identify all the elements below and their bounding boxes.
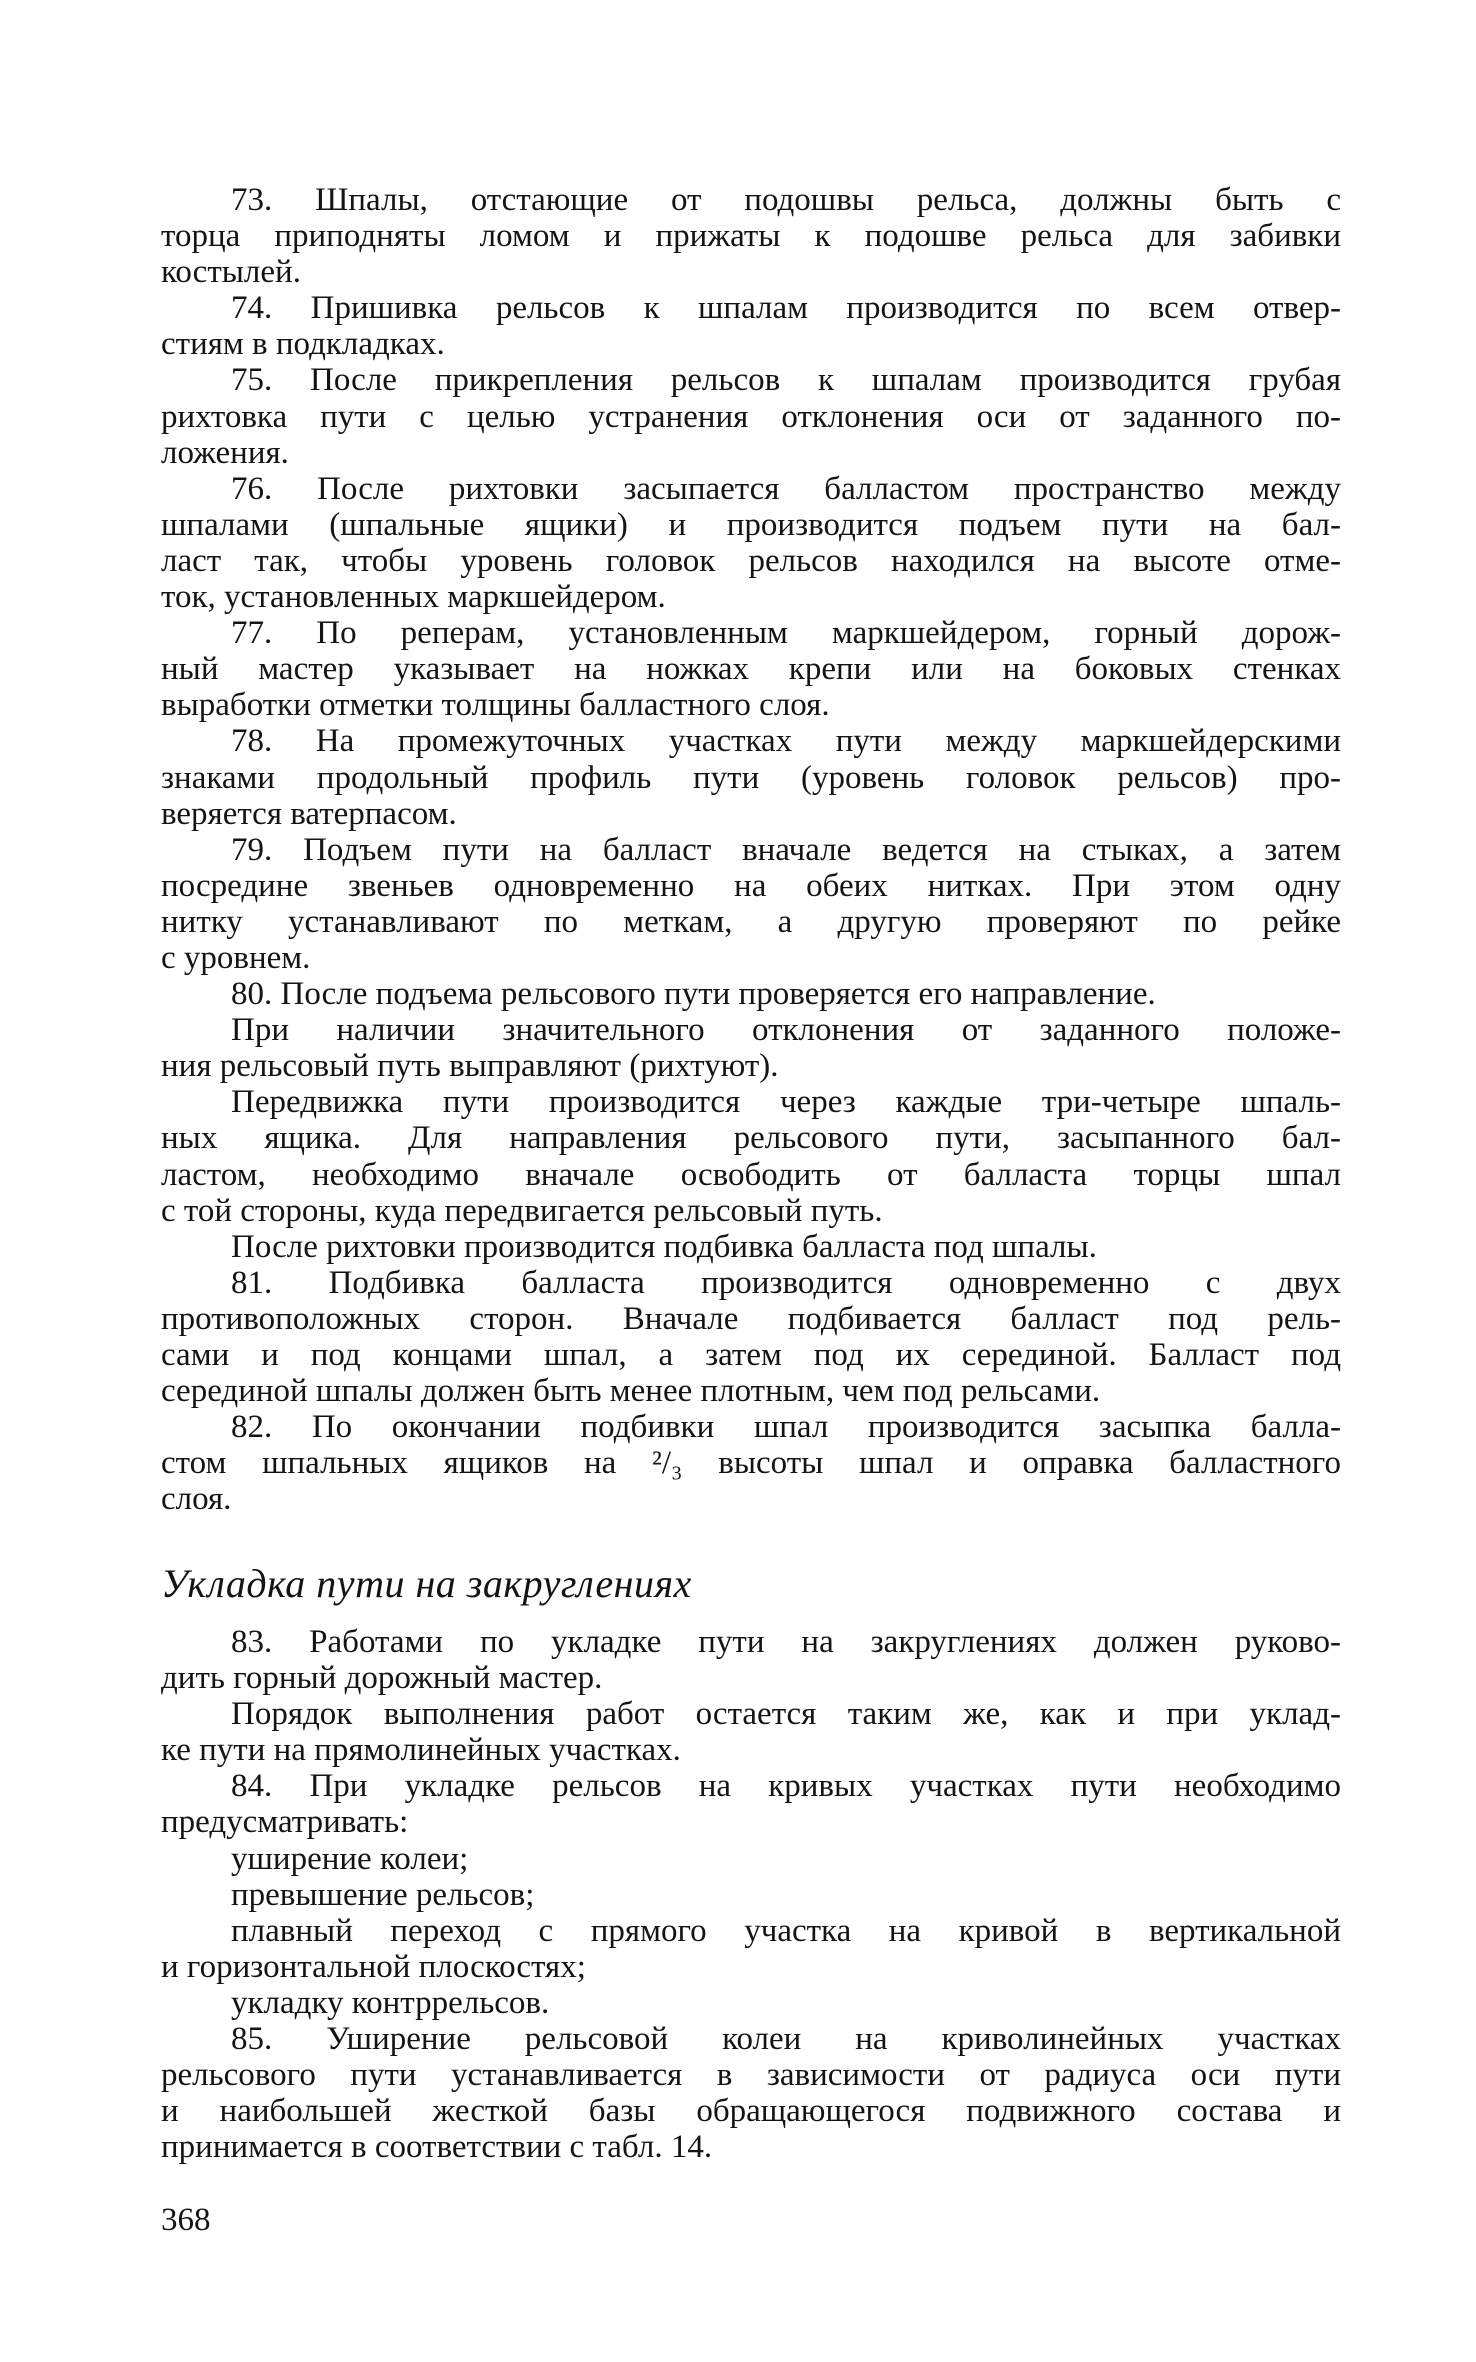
text-line: 82. По окончании подбивки шпал производится засыпка балла- (231, 1409, 1341, 1446)
text-line: превышение рельсов; (231, 1876, 535, 1913)
text-line: противоположных сторон. Вначале подбивается балласт под рель- (161, 1300, 1341, 1337)
section-heading: Укладка пути на закруглениях (161, 1561, 692, 1606)
text-line: Порядок выполнения работ остается таким же, как и при уклад- (231, 1696, 1341, 1733)
paragraph (161, 471, 1341, 615)
text-line: принимается в соответствии с табл. 14. (161, 2129, 713, 2166)
text-line: 81. Подбивка балласта производится одновременно с двух (231, 1264, 1341, 1301)
text-line: ток, установленных маркшейдером. (161, 579, 666, 616)
text-block-paragraphs-83-85 (161, 1624, 1341, 2165)
text-line: выработки отметки толщины балластного слоя. (161, 687, 830, 724)
paragraph (161, 2021, 1341, 2165)
text-line: 78. На промежуточных участках пути между маркшейдерскими (231, 723, 1341, 760)
text-line: слоя. (161, 1481, 232, 1518)
text-block-paragraphs-73-82 (161, 182, 1341, 1517)
text-line: посредине звеньев одновременно на обеих нитках. При этом одну (161, 867, 1341, 904)
text-line: плавный переход с прямого участка на кривой в вертикальной (231, 1912, 1341, 1949)
text-line: сами и под концами шпал, а затем под их серединой. Балласт под (161, 1337, 1341, 1373)
text-line: ния рельсовый путь выправляют (рихтуют). (161, 1048, 779, 1085)
text-line: Передвижка пути производится через каждые три-четыре шпаль- (231, 1084, 1341, 1121)
page-number: 368 (161, 2202, 211, 2238)
paragraph (161, 1265, 1341, 1409)
text-line: 80. После подъема рельсового пути проверяется его направление. (231, 976, 1156, 1013)
paragraph (161, 832, 1341, 976)
paragraph (161, 976, 1341, 1012)
text-line: 77. По реперам, установленным маркшейдером, горный дорож- (231, 615, 1341, 652)
paragraph (161, 615, 1341, 723)
text-line: 75. После прикрепления рельсов к шпалам производится грубая (231, 362, 1341, 399)
text-line: ложения. (161, 434, 289, 471)
text-line: нитку устанавливают по меткам, а другую проверяют по рейке (161, 903, 1341, 940)
paragraph (161, 1985, 1341, 2021)
paragraph (161, 1841, 1341, 1877)
text-line: 76. После рихтовки засыпается балластом пространство между (231, 470, 1341, 507)
paragraph (161, 1409, 1341, 1517)
text-line: рихтовка пути с целью устранения отклонения оси от заданного по- (161, 398, 1341, 435)
paragraph (161, 362, 1341, 470)
text-line: уширение колеи; (231, 1840, 469, 1877)
text-line: дить горный дорожный мастер. (161, 1660, 603, 1697)
text-line: и наибольшей жесткой базы обращающегося подвижного состава и (161, 2093, 1341, 2130)
paragraph (161, 182, 1341, 290)
text-line: веряется ватерпасом. (161, 795, 457, 832)
text-line: стом шпальных ящиков на ²/₃ высоты шпал и оправка балластного (161, 1445, 1341, 1482)
text-line: серединой шпалы должен быть менее плотным, чем под рельсами. (161, 1373, 1101, 1410)
text-line: стиям в подкладках. (161, 326, 445, 363)
text-line: рельсового пути устанавливается в зависимости от радиуса оси пути (161, 2057, 1341, 2094)
paragraph (161, 1229, 1341, 1265)
text-line: При наличии значительного отклонения от заданного положе- (231, 1012, 1341, 1049)
text-line: ластом, необходимо вначале освободить от балласта торцы шпал (161, 1156, 1341, 1193)
text-line: торца приподняты ломом и прижаты к подошве рельса для забивки (161, 218, 1341, 255)
paragraph (161, 290, 1341, 362)
paragraph (161, 1768, 1341, 1840)
paragraph (161, 1877, 1341, 1913)
text-line: 85. Уширение рельсовой колеи на криволинейных участках (231, 2021, 1341, 2058)
text-line: предусматривать: (161, 1804, 409, 1841)
paragraph (161, 1084, 1341, 1228)
paragraph (161, 1012, 1341, 1084)
paragraph (161, 723, 1341, 831)
text-line: ный мастер указывает на ножках крепи или на боковых стенках (161, 651, 1341, 688)
text-line: с уровнем. (161, 939, 311, 976)
text-line: 74. Пришивка рельсов к шпалам производится по всем отвер- (231, 290, 1341, 327)
text-line: костылей. (161, 254, 301, 291)
text-line: с той стороны, куда передвигается рельсовый путь. (161, 1192, 883, 1229)
text-line: и горизонтальной плоскостях; (161, 1948, 586, 1985)
text-line: шпалами (шпальные ящики) и производится подъем пути на бал- (161, 506, 1341, 543)
paragraph (161, 1696, 1341, 1768)
paragraph (161, 1913, 1341, 1985)
text-line: После рихтовки производится подбивка балласта под шпалы. (231, 1228, 1097, 1265)
text-line: укладку контррельсов. (231, 1984, 550, 2021)
text-line: ных ящика. Для направления рельсового пути, засыпанного бал- (161, 1120, 1341, 1157)
text-line: 79. Подъем пути на балласт вначале ведется на стыках, а затем (231, 831, 1341, 868)
text-line: ласт так, чтобы уровень головок рельсов находился на высоте отме- (161, 542, 1341, 579)
text-line: 84. При укладке рельсов на кривых участках пути необходимо (231, 1768, 1341, 1805)
text-line: знаками продольный профиль пути (уровень головок рельсов) про- (161, 759, 1341, 796)
text-line: 83. Работами по укладке пути на закруглениях должен руково- (231, 1624, 1341, 1660)
text-line: ке пути на прямолинейных участках. (161, 1732, 681, 1769)
text-line: 73. Шпалы, отстающие от подошвы рельса, должны быть с (231, 182, 1341, 218)
paragraph (161, 1624, 1341, 1696)
